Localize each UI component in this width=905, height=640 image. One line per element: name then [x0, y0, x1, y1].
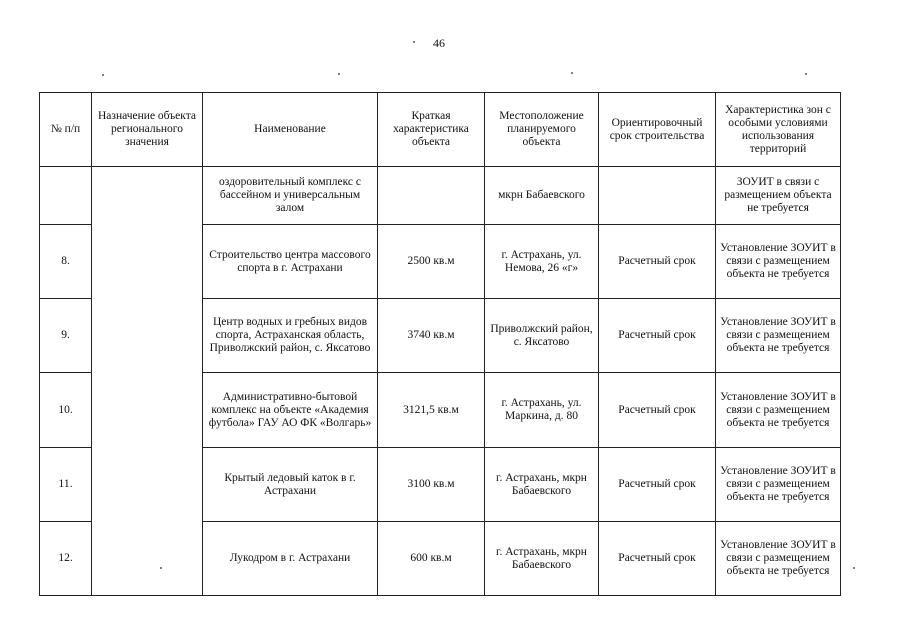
cell-location: г. Астрахань, ул. Маркина, д. 80	[485, 373, 599, 448]
header-characteristic: Краткая характеристика объекта	[378, 93, 485, 167]
header-name: Наименование	[203, 93, 378, 167]
cell-name: оздоровительный комплекс с бассейном и универсальным залом	[203, 167, 378, 225]
cell-zones: Установление ЗОУИТ в связи с размещением объекта не требуется	[716, 448, 841, 522]
page-number: 46	[433, 36, 445, 50]
cell-location: Приволжский район, с. Яксатово	[485, 299, 599, 373]
cell-characteristic	[378, 167, 485, 225]
cell-location: г. Астрахань, ул. Немова, 26 «г»	[485, 225, 599, 299]
scan-speck	[338, 73, 340, 75]
cell-location: г. Астрахань, мкрн Бабаевского	[485, 522, 599, 596]
scan-speck	[413, 41, 415, 43]
header-zones: Характеристика зон с особыми условиями использования территорий	[716, 93, 841, 167]
cell-term: Расчетный срок	[599, 448, 716, 522]
cell-num: 10.	[40, 373, 92, 448]
cell-term: Расчетный срок	[599, 373, 716, 448]
cell-num: 12.	[40, 522, 92, 596]
cell-zones: ЗОУИТ в связи с размещением объекта не требуется	[716, 167, 841, 225]
cell-zones: Установление ЗОУИТ в связи с размещением объекта не требуется	[716, 225, 841, 299]
cell-name: Административно-бытовой комплекс на объекте «Академия футбола» ГАУ АО ФК «Волгарь»	[203, 373, 378, 448]
cell-zones: Установление ЗОУИТ в связи с размещением объекта не требуется	[716, 522, 841, 596]
cell-location: мкрн Бабаевского	[485, 167, 599, 225]
table-header-row	[40, 93, 841, 167]
cell-zones: Установление ЗОУИТ в связи с размещением объекта не требуется	[716, 373, 841, 448]
cell-zones: Установление ЗОУИТ в связи с размещением объекта не требуется	[716, 299, 841, 373]
header-location: Местоположение планируемого объекта	[485, 93, 599, 167]
cell-num: 9.	[40, 299, 92, 373]
cell-characteristic: 600 кв.м	[378, 522, 485, 596]
cell-purpose-merged	[92, 167, 203, 596]
header-purpose: Назначение объекта регионального значения	[92, 93, 203, 167]
cell-num	[40, 167, 92, 225]
table-row-continuation	[40, 167, 841, 225]
cell-name: Крытый ледовый каток в г. Астрахани	[203, 448, 378, 522]
scan-speck	[853, 567, 855, 569]
scan-speck	[102, 74, 104, 76]
cell-location: г. Астрахань, мкрн Бабаевского	[485, 448, 599, 522]
cell-term: Расчетный срок	[599, 299, 716, 373]
header-term: Ориентировочный срок строительства	[599, 93, 716, 167]
cell-term	[599, 167, 716, 225]
cell-term: Расчетный срок	[599, 522, 716, 596]
cell-name: Строительство центра массового спорта в г. Астрахани	[203, 225, 378, 299]
cell-name: Лукодром в г. Астрахани	[203, 522, 378, 596]
cell-characteristic: 3100 кв.м	[378, 448, 485, 522]
scan-speck	[571, 72, 573, 74]
cell-characteristic: 3121,5 кв.м	[378, 373, 485, 448]
cell-characteristic: 2500 кв.м	[378, 225, 485, 299]
cell-name: Центр водных и гребных видов спорта, Астраханская область, Приволжский район, с. Яксатово	[203, 299, 378, 373]
cell-num: 11.	[40, 448, 92, 522]
objects-table	[39, 92, 841, 596]
cell-num: 8.	[40, 225, 92, 299]
header-num: № п/п	[40, 93, 92, 167]
scan-speck	[805, 73, 807, 75]
cell-term: Расчетный срок	[599, 225, 716, 299]
cell-characteristic: 3740 кв.м	[378, 299, 485, 373]
